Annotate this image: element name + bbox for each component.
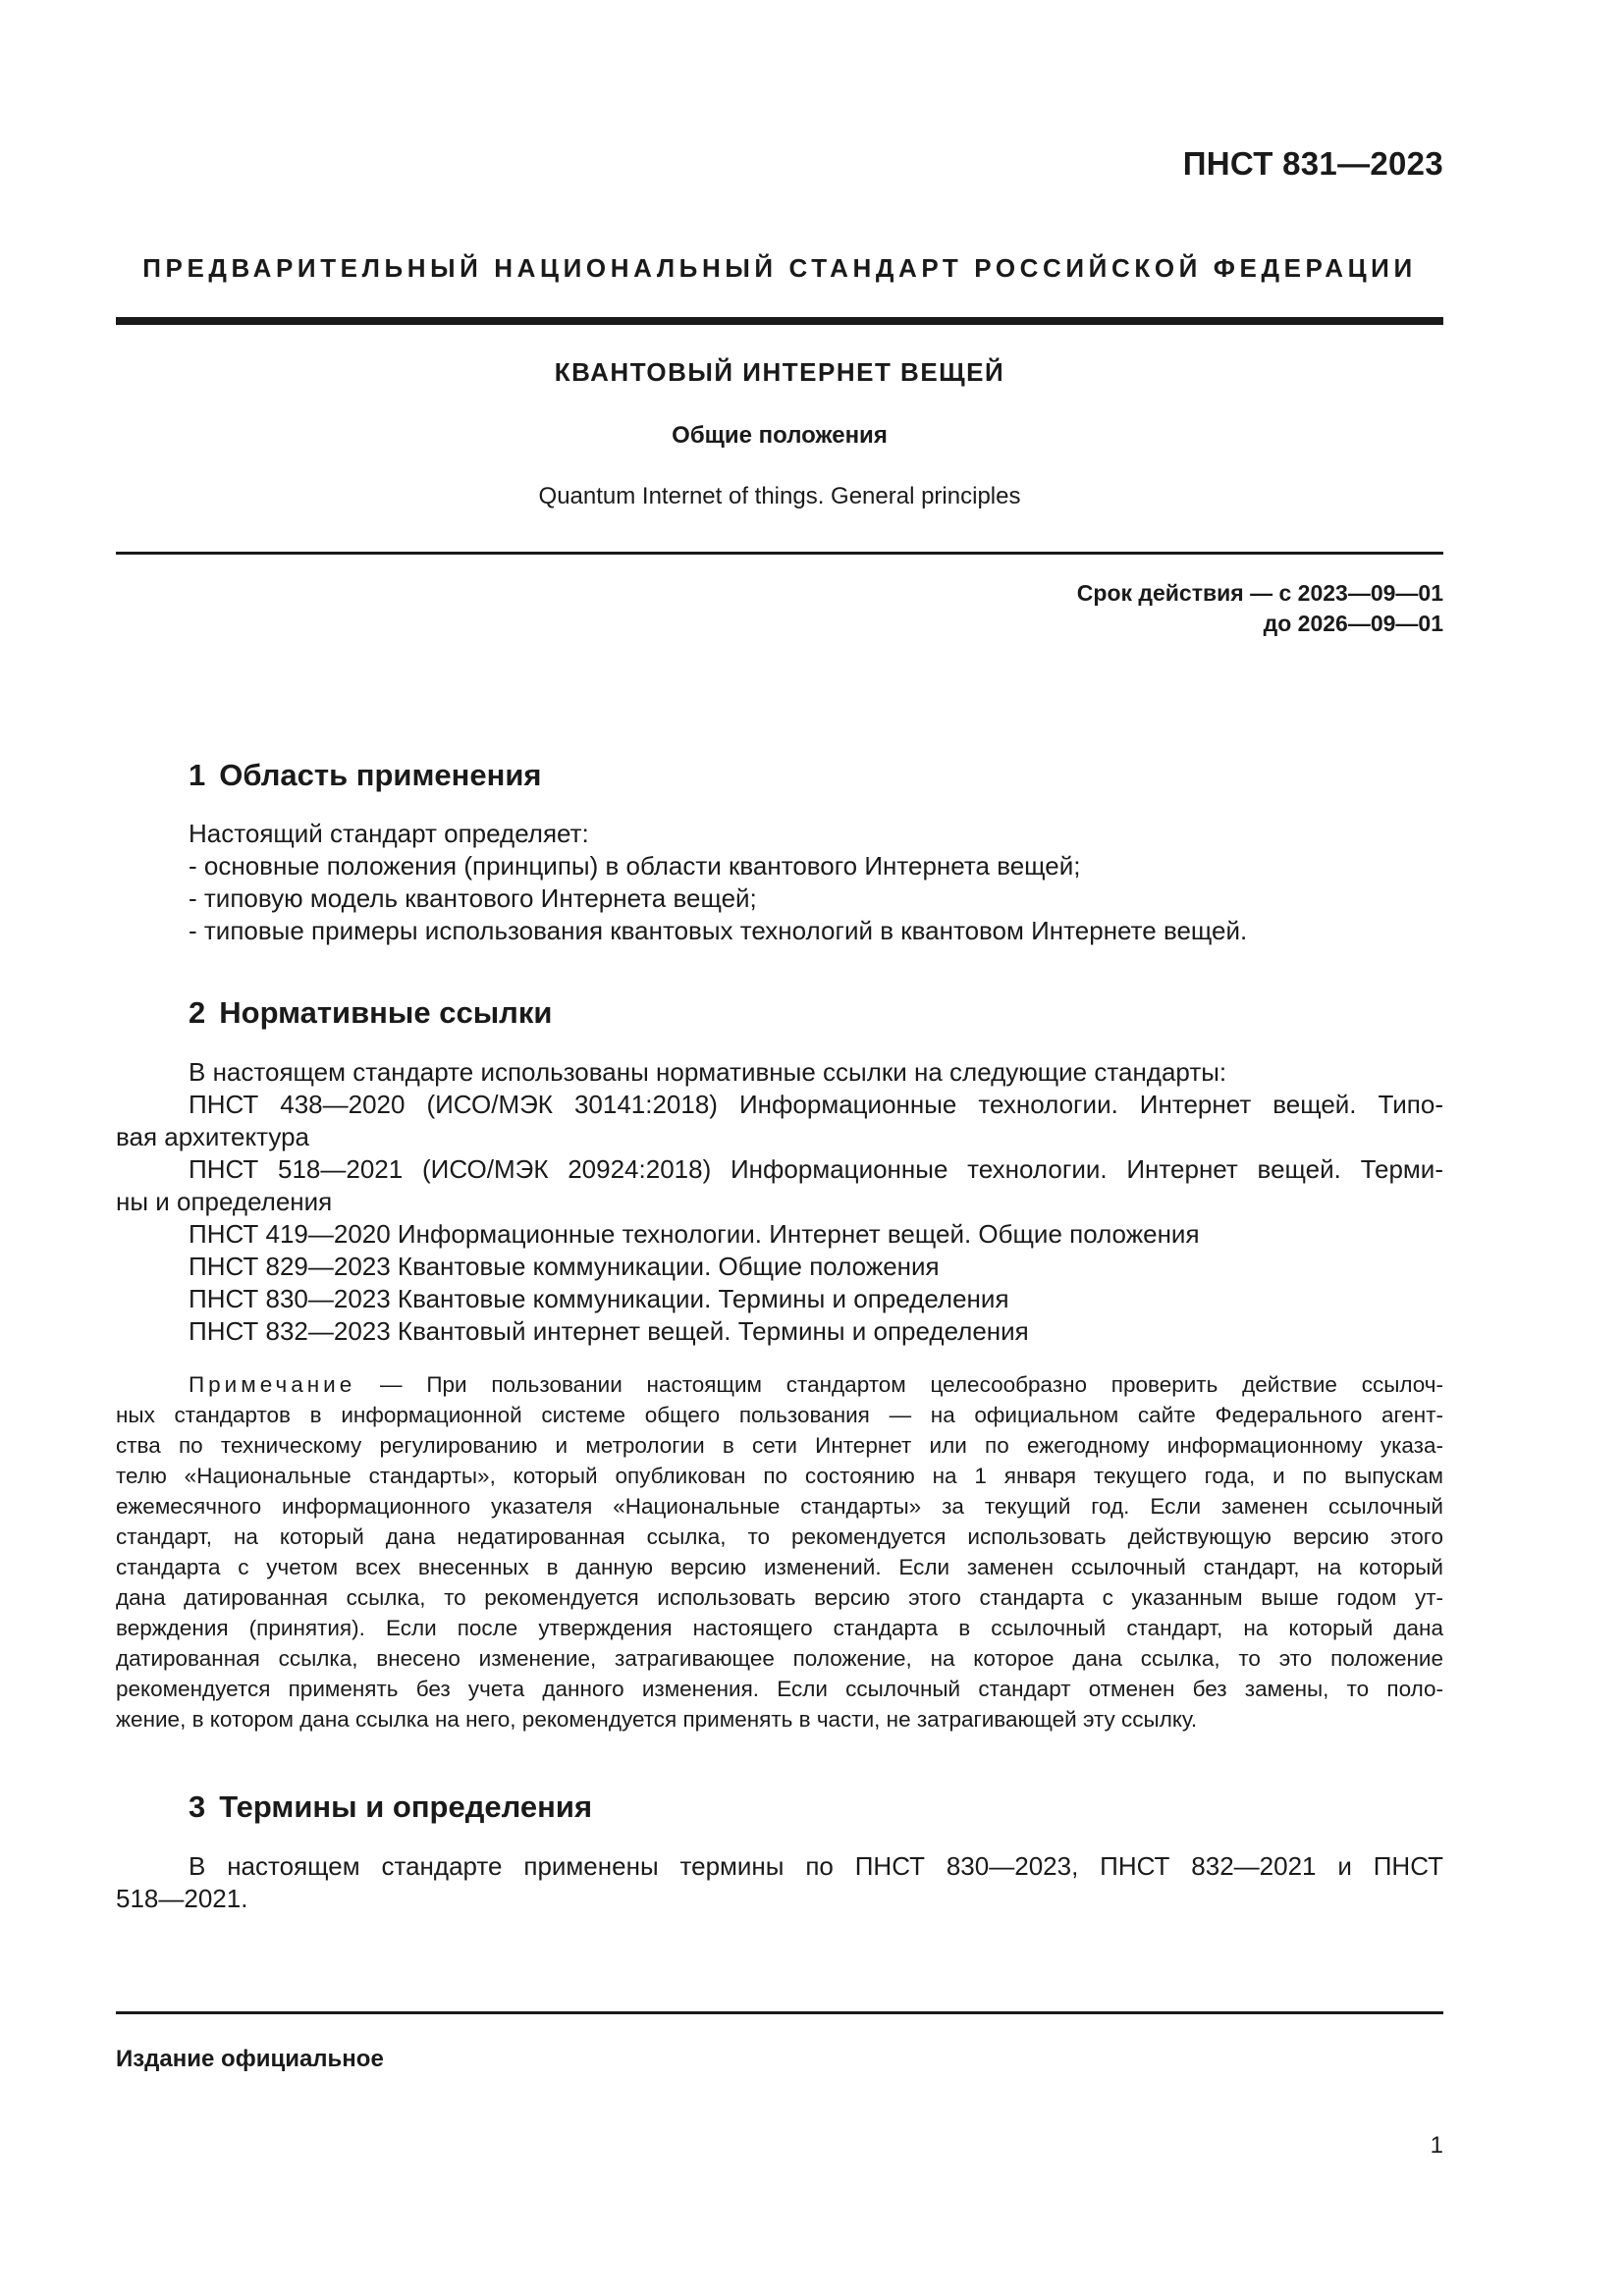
paragraph: Настоящий стандарт определяет: bbox=[189, 819, 589, 848]
section-2-note bbox=[116, 1369, 1443, 1735]
list-item: - типовую модель квантового Интернета вещей; bbox=[189, 883, 757, 913]
section-number: 3 bbox=[189, 1789, 206, 1824]
note-line: рекомендуется применять без учета данного изменения. Если ссылочный стандарт отменен без замены, то поло- bbox=[116, 1677, 1443, 1701]
section-1-heading bbox=[189, 758, 542, 793]
note-line: телю «Национальные стандарты», который опубликован по состоянию на 1 января текущего года, и по выпускам bbox=[116, 1464, 1443, 1488]
list-item: - типовые примеры использования квантовых технологий в квантовом Интернете вещей. bbox=[189, 916, 1248, 945]
note-line: верждения (принятия). Если после утверждения настоящего стандарта в ссылочный стандарт, на который дана bbox=[116, 1616, 1443, 1640]
note-line: жение, в котором дана ссылка на него, рекомендуется применять в части, не затрагивающей эту ссылку. bbox=[116, 1707, 1198, 1732]
paragraph-continued: 518—2021. bbox=[116, 1884, 248, 1913]
reference-item: ПНСТ 419—2020 Информационные технологии. Интернет вещей. Общие положения bbox=[189, 1219, 1200, 1249]
note-line: дана датированная ссылка, то рекомендуется использовать версию этого стандарта с указанным выше годом ут- bbox=[116, 1585, 1443, 1610]
note-line: ных стандартов в информационной системе общего пользования — на официальном сайте Федерального агент- bbox=[116, 1403, 1443, 1427]
section-title: Термины и определения bbox=[219, 1789, 593, 1824]
note-line bbox=[116, 1369, 1443, 1400]
edition-label: Издание официальное bbox=[116, 2046, 384, 2072]
paragraph: В настоящем стандарте использованы нормативные ссылки на следующие стандарты: bbox=[189, 1057, 1227, 1087]
header-rule bbox=[116, 317, 1443, 325]
paragraph: В настоящем стандарте применены термины по ПНСТ 830—2023, ПНСТ 832—2021 и ПНСТ bbox=[189, 1851, 1443, 1881]
reference-item: ПНСТ 518—2021 (ИСО/МЭК 20924:2018) Информационные технологии. Интернет вещей. Терми- bbox=[189, 1154, 1443, 1184]
footer-rule bbox=[116, 2011, 1443, 2014]
note-line: ства по техническому регулированию и метрологии в сети Интернет или по ежегодному информационному указа- bbox=[116, 1433, 1443, 1458]
validity-start: Срок действия — с 2023—09—01 bbox=[1076, 580, 1443, 606]
note-text: — При пользовании настоящим стандартом целесообразно проверить действие ссылоч- bbox=[380, 1372, 1443, 1397]
note-line: датированная ссылка, внесено изменение, затрагивающее положение, на которое дана ссылка, то это положение bbox=[116, 1646, 1443, 1671]
section-3-body bbox=[116, 1850, 1443, 1915]
section-number: 2 bbox=[189, 995, 206, 1030]
validity-end: до 2026—09—01 bbox=[1263, 611, 1443, 636]
reference-item: ПНСТ 829—2023 Квантовые коммуникации. Общие положения bbox=[189, 1252, 940, 1281]
section-1-body bbox=[116, 818, 1443, 947]
note-line: стандарта с учетом всех внесенных в данную версию изменений. Если заменен ссылочный стандарт, на который bbox=[116, 1555, 1443, 1579]
section-2-heading bbox=[189, 995, 552, 1031]
section-3-heading bbox=[189, 1789, 592, 1825]
section-title: Область применения bbox=[219, 758, 542, 792]
reference-item-continued: ны и определения bbox=[116, 1187, 333, 1216]
reference-item-continued: вая архитектура bbox=[116, 1122, 310, 1151]
title-rule bbox=[116, 552, 1443, 555]
english-title: Quantum Internet of things. General principles bbox=[538, 483, 1021, 509]
standard-designation: ПНСТ 831—2023 bbox=[1182, 145, 1443, 182]
reference-item: ПНСТ 438—2020 (ИСО/МЭК 30141:2018) Информационные технологии. Интернет вещей. Типо- bbox=[189, 1090, 1443, 1119]
standard-type-heading: ПРЕДВАРИТЕЛЬНЫЙ НАЦИОНАЛЬНЫЙ СТАНДАРТ РОССИЙСКОЙ ФЕДЕРАЦИИ bbox=[142, 253, 1417, 283]
note-line: стандарт, на который дана недатированная ссылка, то рекомендуется использовать действующую версию этого bbox=[116, 1524, 1443, 1549]
page-number: 1 bbox=[1430, 2132, 1443, 2159]
document-title: КВАНТОВЫЙ ИНТЕРНЕТ ВЕЩЕЙ bbox=[554, 357, 1005, 387]
section-2-body bbox=[116, 1056, 1443, 1348]
note-label: Примечание bbox=[189, 1372, 356, 1397]
document-subtitle: Общие положения bbox=[672, 422, 888, 449]
reference-item: ПНСТ 832—2023 Квантовый интернет вещей. Термины и определения bbox=[189, 1316, 1029, 1346]
note-line: ежемесячного информационного указателя «Национальные стандарты» за текущий год. Если заменен ссылочный bbox=[116, 1494, 1443, 1519]
list-item: - основные положения (принципы) в области квантового Интернета вещей; bbox=[189, 851, 1081, 881]
section-number: 1 bbox=[189, 758, 206, 792]
section-title: Нормативные ссылки bbox=[219, 995, 553, 1030]
validity-period bbox=[1077, 578, 1443, 639]
reference-item: ПНСТ 830—2023 Квантовые коммуникации. Термины и определения bbox=[189, 1284, 1009, 1313]
